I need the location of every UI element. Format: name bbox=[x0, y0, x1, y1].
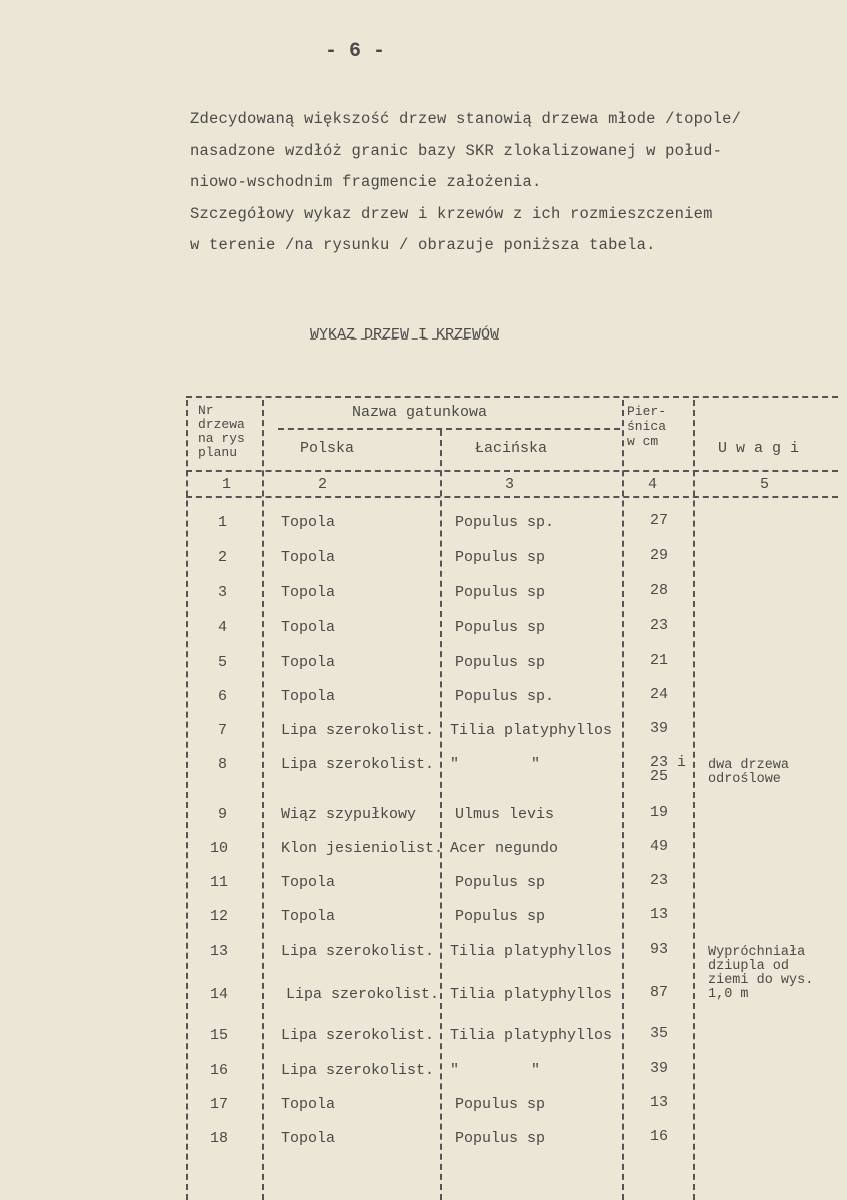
row-polska: Lipa szerokolist. bbox=[281, 1062, 435, 1079]
row-piersnica: 27 bbox=[650, 512, 669, 529]
column-line bbox=[693, 400, 695, 1200]
row-polska: Topola bbox=[281, 1130, 336, 1147]
row-uwagi: Wypróchniała dziupla od ziemi do wys. 1,0 m bbox=[708, 945, 814, 1002]
column-number: 4 bbox=[648, 476, 658, 493]
page-number: - 6 - bbox=[325, 40, 386, 63]
table-top-border bbox=[186, 396, 838, 398]
header-nr-line: drzewa bbox=[198, 417, 245, 432]
row-nr: 2 bbox=[218, 549, 228, 566]
header-piersnica-line: śnica bbox=[627, 419, 667, 434]
row-polska: Wiąz szypułkowy bbox=[281, 806, 417, 823]
row-piersnica: 49 bbox=[650, 838, 669, 855]
row-nr: 10 bbox=[210, 840, 229, 857]
row-piersnica: 13 bbox=[650, 1094, 669, 1111]
column-number: 5 bbox=[760, 476, 770, 493]
row-lacinska: Tilia platyphyllos bbox=[450, 722, 613, 739]
header-lacinska: Łacińska bbox=[475, 440, 548, 457]
paragraph-line: Szczegółowy wykaz drzew i krzewów z ich rozmieszczeniem bbox=[190, 204, 713, 223]
row-polska: Topola bbox=[281, 514, 336, 531]
column-number: 2 bbox=[318, 476, 328, 493]
row-lacinska: Populus sp bbox=[455, 619, 546, 636]
row-polska: Topola bbox=[281, 908, 336, 925]
row-nr: 12 bbox=[210, 908, 229, 925]
paragraph-line: Zdecydowaną większość drzew stanowią drzewa młode /topole/ bbox=[190, 110, 742, 128]
row-polska: Topola bbox=[281, 874, 336, 891]
row-piersnica: 24 bbox=[650, 686, 669, 703]
row-lacinska: Populus sp bbox=[455, 874, 546, 891]
row-nr: 11 bbox=[210, 874, 229, 891]
column-line bbox=[440, 430, 442, 1200]
row-lacinska: Ulmus levis bbox=[455, 806, 555, 823]
row-piersnica: 39 bbox=[650, 1060, 669, 1077]
header-nazwa: Nazwa gatunkowa bbox=[352, 404, 488, 421]
row-nr: 4 bbox=[218, 619, 228, 636]
row-lacinska: Acer negundo bbox=[450, 840, 559, 857]
row-nr: 3 bbox=[218, 584, 228, 601]
row-piersnica: 29 bbox=[650, 547, 669, 564]
paragraph-line: niowo-wschodnim fragmencie założenia. bbox=[190, 173, 542, 191]
column-number: 1 bbox=[222, 476, 232, 493]
row-lacinska: " " bbox=[450, 1062, 541, 1079]
header-nr bbox=[198, 404, 245, 460]
paragraph-line: w terenie /na rysunku / obrazuje poniższa tabela. bbox=[190, 236, 656, 254]
header-piersnica bbox=[627, 404, 666, 449]
row-piersnica: 23 bbox=[650, 872, 669, 889]
row-lacinska: Populus sp bbox=[455, 654, 546, 671]
row-piersnica: 93 bbox=[650, 941, 669, 958]
row-lacinska: Populus sp bbox=[455, 908, 546, 925]
row-piersnica: 23 i 25 bbox=[650, 754, 687, 785]
row-polska: Lipa szerokolist. bbox=[281, 1027, 435, 1044]
row-lacinska: Populus sp bbox=[455, 1130, 546, 1147]
row-nr: 7 bbox=[218, 722, 228, 739]
row-polska: Topola bbox=[281, 1096, 336, 1113]
row-lacinska: Populus sp bbox=[455, 549, 546, 566]
row-lacinska: Tilia platyphyllos bbox=[450, 1027, 613, 1044]
row-polska: Topola bbox=[281, 619, 336, 636]
header-piersnica-line: w cm bbox=[627, 434, 659, 449]
row-nr: 6 bbox=[218, 688, 228, 705]
row-lacinska: Populus sp. bbox=[455, 688, 555, 705]
row-nr: 8 bbox=[218, 756, 228, 773]
row-piersnica: 21 bbox=[650, 652, 669, 669]
row-polska: Topola bbox=[281, 584, 336, 601]
row-piersnica: 39 bbox=[650, 720, 669, 737]
table-title: WYKAZ DRZEW I KRZEWÓW bbox=[310, 326, 500, 343]
row-polska: Lipa szerokolist. bbox=[281, 756, 435, 773]
header-nr-line: planu bbox=[198, 445, 238, 460]
row-lacinska: Tilia platyphyllos bbox=[450, 986, 613, 1003]
row-lacinska: " " bbox=[450, 756, 541, 773]
header-nr-line: Nr bbox=[198, 403, 214, 418]
column-line bbox=[186, 400, 188, 1200]
row-nr: 1 bbox=[218, 514, 228, 531]
header-piersnica-line: Pier- bbox=[627, 404, 667, 419]
row-nr: 15 bbox=[210, 1027, 229, 1044]
row-polska: Topola bbox=[281, 688, 336, 705]
row-piersnica: 16 bbox=[650, 1128, 669, 1145]
header-divider bbox=[278, 428, 620, 430]
row-lacinska: Populus sp bbox=[455, 1096, 546, 1113]
paragraph-line: nasadzone wzdłóż granic bazy SKR zlokalizowanej w połud- bbox=[190, 141, 723, 160]
header-divider bbox=[186, 470, 838, 472]
row-nr: 14 bbox=[210, 986, 229, 1003]
row-polska: Lipa szerokolist. bbox=[286, 986, 440, 1003]
row-uwagi: dwa drzewa odroślowe bbox=[708, 758, 790, 787]
row-piersnica: 23 bbox=[650, 617, 669, 634]
row-nr: 17 bbox=[210, 1096, 229, 1113]
header-divider bbox=[186, 496, 838, 498]
header-uwagi: U w a g i bbox=[718, 440, 800, 457]
row-piersnica: 35 bbox=[650, 1025, 669, 1042]
column-line bbox=[262, 400, 264, 1200]
row-polska: Klon jesieniolist. bbox=[281, 840, 444, 857]
header-polska: Polska bbox=[300, 440, 355, 457]
row-polska: Lipa szerokolist. bbox=[281, 943, 435, 960]
column-number: 3 bbox=[505, 476, 515, 493]
row-polska: Lipa szerokolist. bbox=[281, 722, 435, 739]
row-nr: 16 bbox=[210, 1062, 229, 1079]
row-nr: 18 bbox=[210, 1130, 229, 1147]
row-piersnica: 28 bbox=[650, 582, 669, 599]
row-polska: Topola bbox=[281, 549, 336, 566]
row-piersnica: 87 bbox=[650, 984, 669, 1001]
row-nr: 13 bbox=[210, 943, 229, 960]
row-piersnica: 19 bbox=[650, 804, 669, 821]
row-nr: 5 bbox=[218, 654, 228, 671]
header-nr-line: na rys bbox=[198, 431, 245, 446]
row-piersnica: 13 bbox=[650, 906, 669, 923]
row-nr: 9 bbox=[218, 806, 228, 823]
column-line bbox=[622, 400, 624, 1200]
row-lacinska: Populus sp bbox=[455, 584, 546, 601]
row-lacinska: Populus sp. bbox=[455, 514, 555, 531]
row-lacinska: Tilia platyphyllos bbox=[450, 943, 613, 960]
row-polska: Topola bbox=[281, 654, 336, 671]
